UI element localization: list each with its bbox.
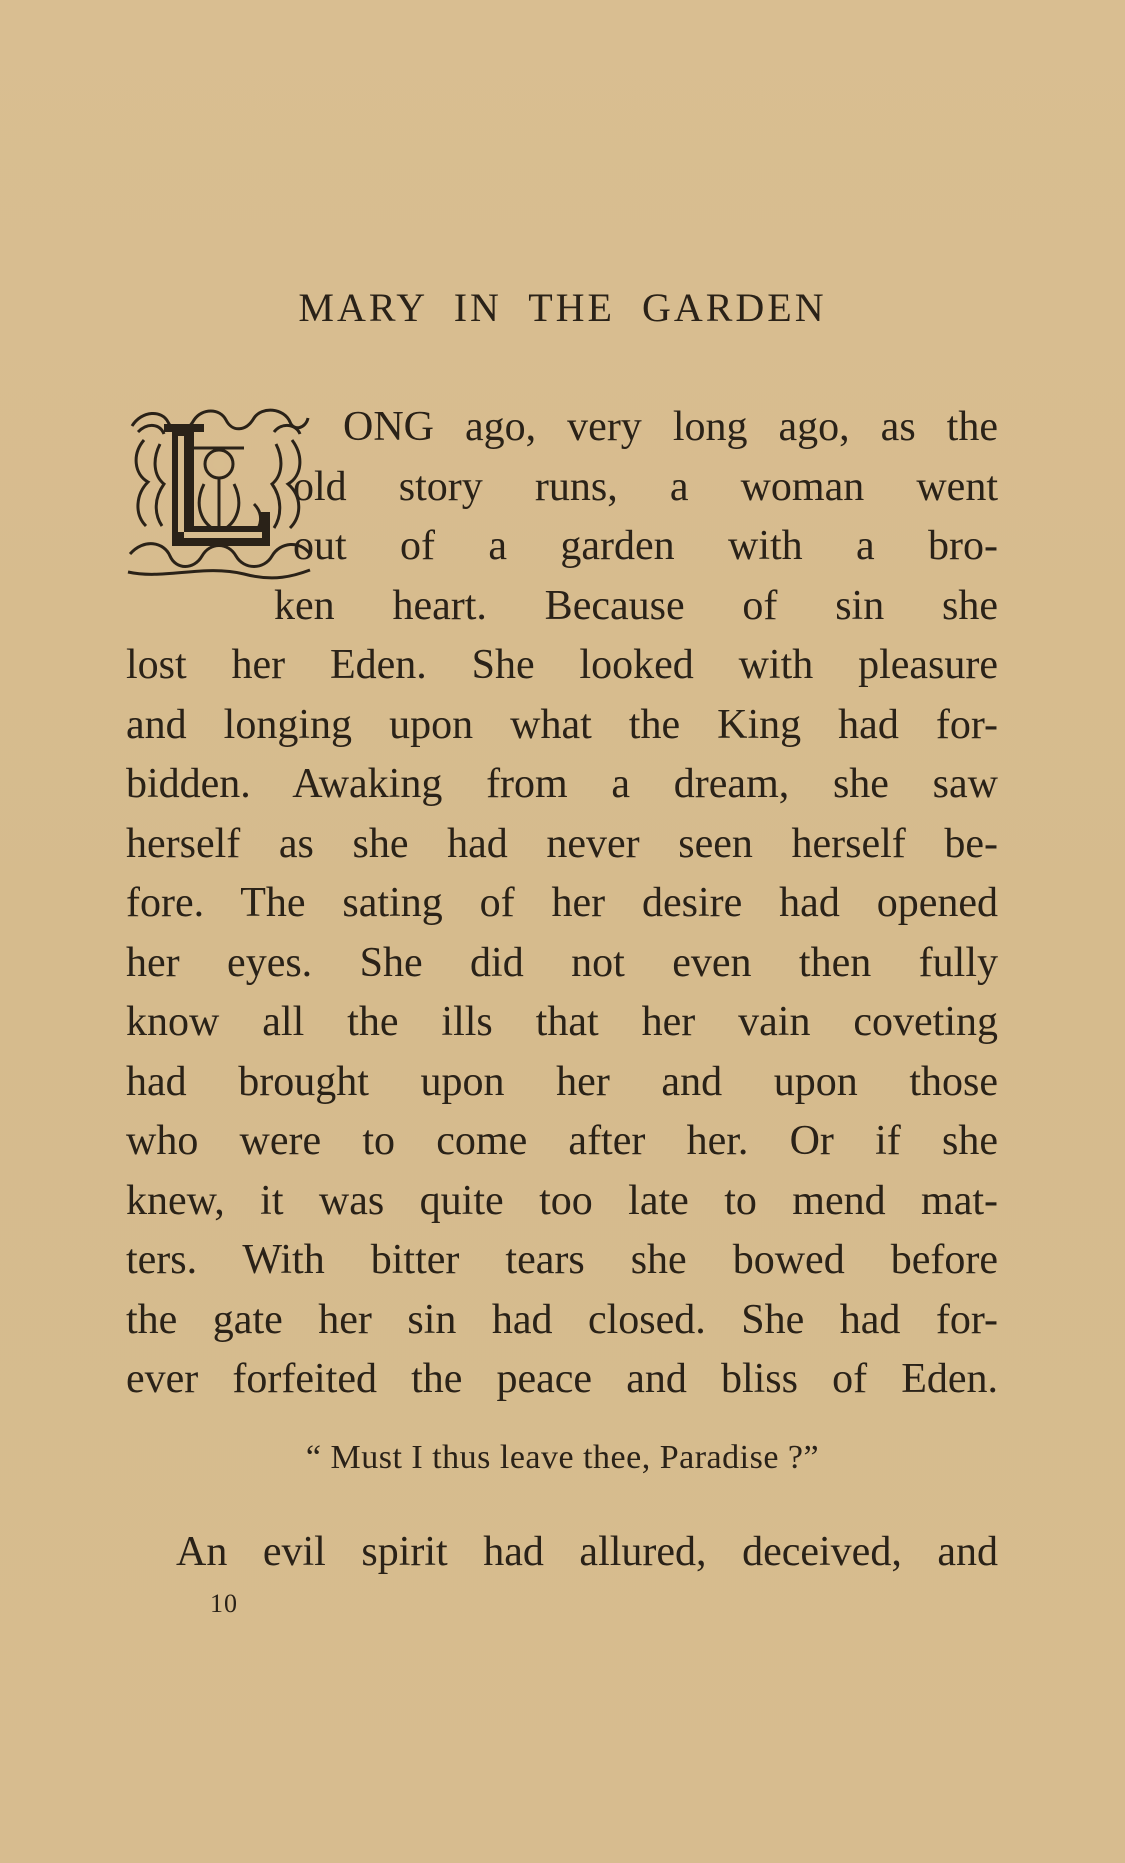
body-line-8: herself as she had never seen herself be-: [126, 820, 998, 867]
page-number: 10: [210, 1589, 238, 1618]
continuation-line: An evil spirit had allured, deceived, and: [176, 1529, 998, 1575]
body-line-17: ever forfeited the peace and bliss of Eden.: [126, 1356, 998, 1402]
body-line-5: lost her Eden. She looked with pleasure: [126, 642, 998, 688]
body-line-2: old story runs, a woman went: [293, 463, 998, 510]
poetry-quotation: “ Must I thus leave thee, Paradise ?”: [305, 1439, 820, 1476]
body-line-14: knew, it was quite too late to mend mat-: [126, 1177, 998, 1224]
body-line-10: her eyes. She did not even then fully: [126, 939, 998, 986]
body-line-1: ONG ago, very long ago, as the: [343, 404, 998, 450]
body-line-3: out of a garden with a bro-: [293, 523, 998, 569]
body-line-6: and longing upon what the King had for-: [126, 701, 998, 748]
running-head: MARY IN THE GARDEN: [298, 285, 827, 330]
body-line-4: ken heart. Because of sin she: [274, 582, 998, 629]
body-line-7: bidden. Awaking from a dream, she saw: [126, 761, 998, 807]
body-line-13: who were to come after her. Or if she: [126, 1118, 998, 1164]
body-line-15: ters. With bitter tears she bowed before: [126, 1237, 998, 1283]
body-line-9: fore. The sating of her desire had opened: [126, 880, 998, 926]
body-line-16: the gate her sin had closed. She had for-: [126, 1296, 998, 1343]
body-text: [126, 398, 998, 1410]
body-line-11: know all the ills that her vain coveting: [126, 999, 998, 1045]
body-line-12: had brought upon her and upon those: [126, 1058, 998, 1105]
